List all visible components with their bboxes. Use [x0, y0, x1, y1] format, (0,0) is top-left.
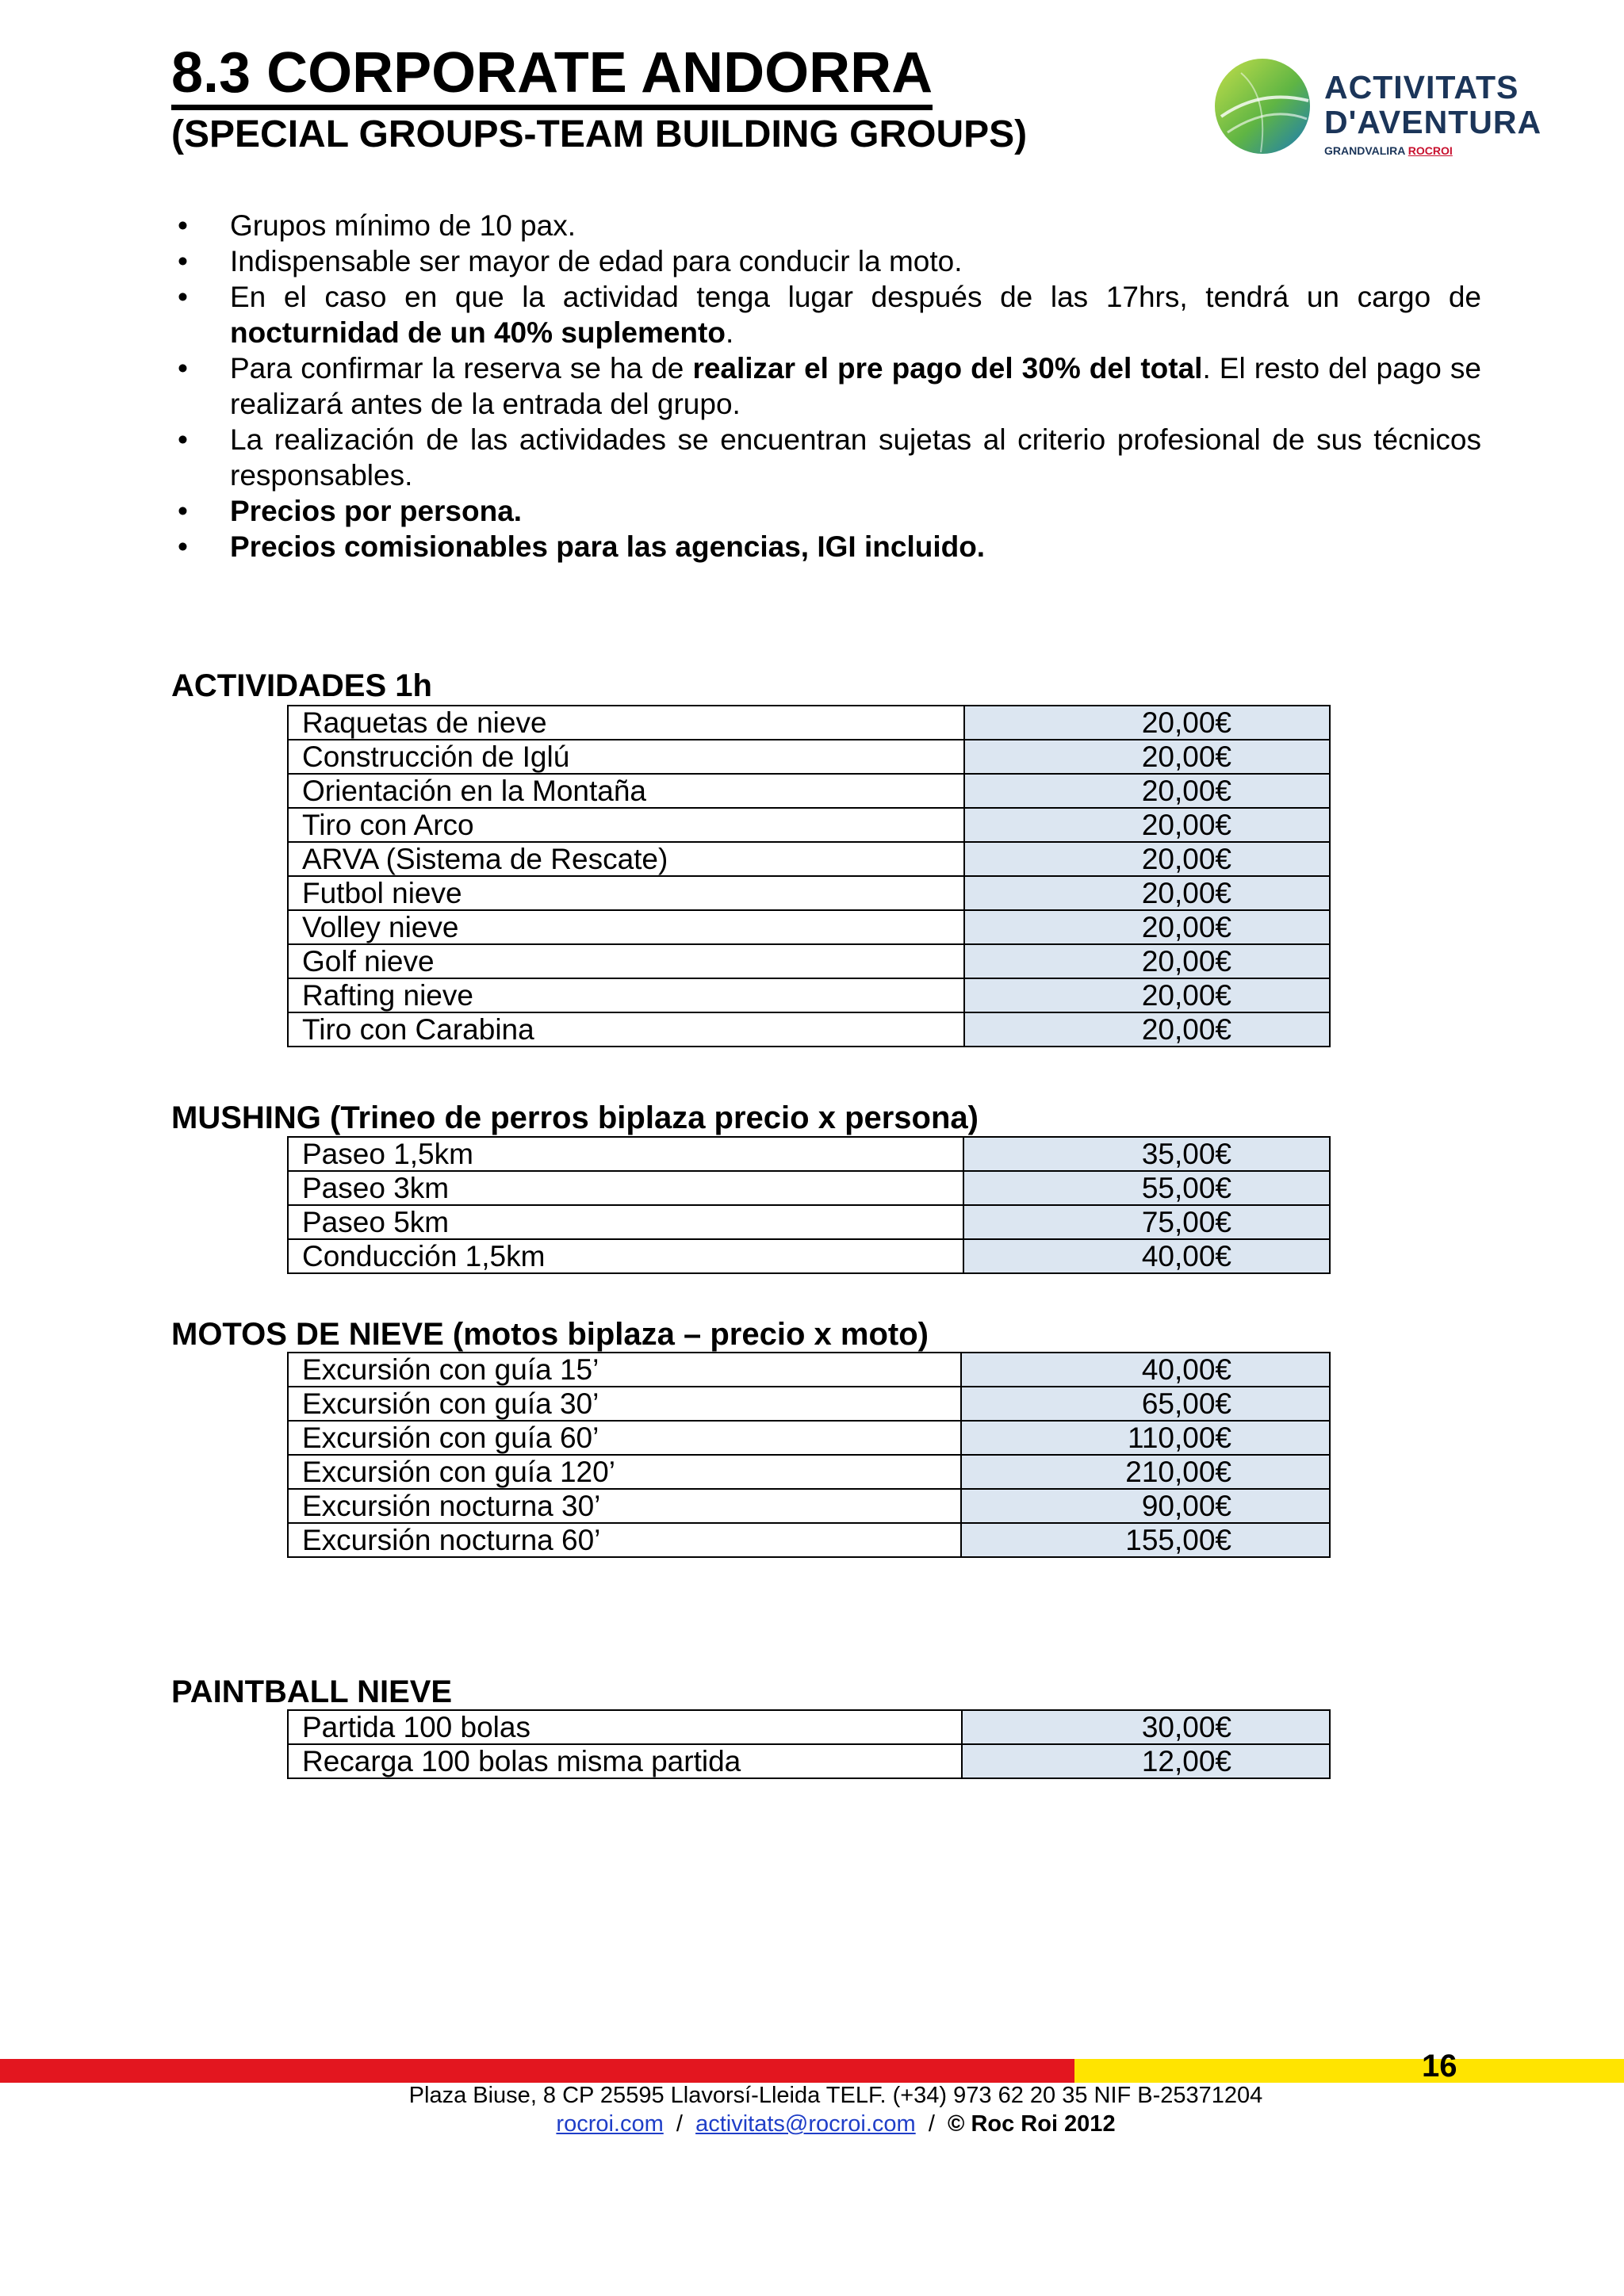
table-row: [288, 1421, 1330, 1455]
table-row: [288, 978, 1330, 1012]
table-row: [288, 740, 1330, 774]
table-row: [288, 1012, 1330, 1047]
condition-item: [173, 493, 1481, 529]
activity-price: 20,00€: [964, 740, 1330, 774]
activity-name: Rafting nieve: [288, 978, 964, 1012]
activity-name: Paseo 3km: [288, 1171, 963, 1205]
activity-name: Construcción de Iglú: [288, 740, 964, 774]
activity-price: 35,00€: [963, 1137, 1330, 1171]
logo-globe-icon: [1213, 57, 1312, 156]
table-row: [288, 808, 1330, 842]
activity-price: 75,00€: [963, 1205, 1330, 1239]
activity-name: Paseo 5km: [288, 1205, 963, 1239]
activity-price: 90,00€: [961, 1489, 1330, 1523]
footer-separator: /: [928, 2111, 935, 2137]
activity-price: 155,00€: [961, 1523, 1330, 1557]
logo-subline: [1324, 144, 1453, 157]
logo-sub-left: GRANDVALIRA: [1324, 144, 1405, 157]
activity-price: 30,00€: [962, 1710, 1330, 1744]
page-title: 8.3 CORPORATE ANDORRA: [171, 41, 933, 110]
activity-name: Volley nieve: [288, 910, 964, 944]
price-table-mushing: [287, 1136, 1331, 1274]
table-row: [288, 842, 1330, 876]
table-row: [288, 1744, 1330, 1778]
table-row: [288, 944, 1330, 978]
price-table-motos: [287, 1352, 1331, 1558]
table-row: [288, 910, 1330, 944]
condition-text: En el caso en que la actividad tenga lugar después de las 17hrs, tendrá un cargo de: [230, 281, 1481, 313]
page-number: 16: [1422, 2049, 1457, 2084]
activity-price: 20,00€: [964, 910, 1330, 944]
activity-price: 20,00€: [964, 1012, 1330, 1047]
activity-name: Tiro con Carabina: [288, 1012, 964, 1047]
activity-price: 20,00€: [964, 706, 1330, 740]
conditions-list: [173, 208, 1481, 564]
page-subtitle: (SPECIAL GROUPS-TEAM BUILDING GROUPS): [171, 113, 1028, 155]
activity-price: 210,00€: [961, 1455, 1330, 1489]
table-row: [288, 1205, 1330, 1239]
activity-price: 40,00€: [961, 1353, 1330, 1387]
activity-name: Recarga 100 bolas misma partida: [288, 1744, 962, 1778]
condition-text-bold: Precios comisionables para las agencias, IGI incluido.: [230, 530, 986, 563]
activity-name: Conducción 1,5km: [288, 1239, 963, 1273]
table-row: [288, 1387, 1330, 1421]
table-row: [288, 774, 1330, 808]
copyright: © Roc Roi 2012: [948, 2111, 1116, 2137]
table-row: [288, 706, 1330, 740]
condition-item: [173, 422, 1481, 493]
condition-item: [173, 529, 1481, 564]
condition-text: .: [725, 316, 734, 349]
footer-separator: /: [676, 2111, 683, 2137]
condition-text-bold: nocturnidad de un 40% suplemento: [230, 316, 726, 349]
activity-price: 20,00€: [964, 842, 1330, 876]
activity-name: Raquetas de nieve: [288, 706, 964, 740]
table-row: [288, 1455, 1330, 1489]
activity-price: 20,00€: [964, 876, 1330, 910]
section-title-motos: MOTOS DE NIEVE (motos biplaza – precio x moto): [171, 1317, 929, 1352]
activity-name: Excursión con guía 30’: [288, 1387, 961, 1421]
condition-item: [173, 279, 1481, 350]
table-row: [288, 1523, 1330, 1557]
activity-name: Excursión con guía 15’: [288, 1353, 961, 1387]
footer-address: Plaza Biuse, 8 CP 25595 Llavorsí-Lleida TELF. (+34) 973 62 20 35 NIF B-25371204: [408, 2083, 1263, 2108]
activity-price: 20,00€: [964, 774, 1330, 808]
logo-text-line2: D'AVENTURA: [1324, 104, 1542, 140]
activity-name: Excursión con guía 60’: [288, 1421, 961, 1455]
activity-name: Partida 100 bolas: [288, 1710, 962, 1744]
activity-name: Orientación en la Montaña: [288, 774, 964, 808]
condition-item: [173, 208, 1481, 243]
activity-price: 40,00€: [963, 1239, 1330, 1273]
footer-yellow-bar: [1074, 2059, 1624, 2083]
activity-name: Golf nieve: [288, 944, 964, 978]
condition-text: Indispensable ser mayor de edad para conducir la moto.: [230, 245, 963, 277]
website-link[interactable]: rocroi.com: [556, 2111, 664, 2137]
activity-name: Tiro con Arco: [288, 808, 964, 842]
table-row: [288, 1489, 1330, 1523]
condition-text-bold: realizar el pre pago del 30% del total: [692, 352, 1203, 385]
table-row: [288, 1171, 1330, 1205]
activity-price: 20,00€: [964, 808, 1330, 842]
footer-contact: [0, 2110, 1624, 2138]
section-title-actividades: ACTIVIDADES 1h: [171, 668, 432, 703]
condition-text-bold: Precios por persona.: [230, 495, 523, 527]
price-table-paintball: [287, 1709, 1331, 1779]
logo-sub-brand: ROCROI: [1408, 144, 1453, 157]
condition-item: [173, 350, 1481, 422]
condition-text: Grupos mínimo de 10 pax.: [230, 209, 576, 242]
activity-price: 20,00€: [964, 978, 1330, 1012]
activity-name: Futbol nieve: [288, 876, 964, 910]
table-row: [288, 1353, 1330, 1387]
activity-name: Paseo 1,5km: [288, 1137, 963, 1171]
logo: [1213, 55, 1546, 163]
condition-text: . El resto del pago se realizará antes de la entrada del grupo.: [230, 352, 1482, 420]
activity-price: 20,00€: [964, 944, 1330, 978]
condition-item: [173, 243, 1481, 279]
activity-name: Excursión nocturna 30’: [288, 1489, 961, 1523]
activity-name: Excursión nocturna 60’: [288, 1523, 961, 1557]
table-row: [288, 1239, 1330, 1273]
activity-name: ARVA (Sistema de Rescate): [288, 842, 964, 876]
activity-price: 110,00€: [961, 1421, 1330, 1455]
logo-text-line1: ACTIVITATS: [1324, 69, 1519, 105]
table-row: [288, 1710, 1330, 1744]
activity-name: Excursión con guía 120’: [288, 1455, 961, 1489]
footer-red-bar: [0, 2059, 1074, 2083]
price-table-actividades: [287, 705, 1331, 1047]
activity-price: 55,00€: [963, 1171, 1330, 1205]
section-title-mushing: MUSHING (Trineo de perros biplaza precio x persona): [171, 1100, 979, 1135]
condition-text: Para confirmar la reserva se ha de: [230, 352, 693, 385]
condition-text: La realización de las actividades se encuentran sujetas al criterio profesional de sus técnicos responsables.: [230, 423, 1481, 492]
email-link[interactable]: activitats@rocroi.com: [695, 2111, 916, 2137]
activity-price: 12,00€: [962, 1744, 1330, 1778]
section-title-paintball: PAINTBALL NIEVE: [171, 1674, 453, 1709]
table-row: [288, 1137, 1330, 1171]
activity-price: 65,00€: [961, 1387, 1330, 1421]
table-row: [288, 876, 1330, 910]
